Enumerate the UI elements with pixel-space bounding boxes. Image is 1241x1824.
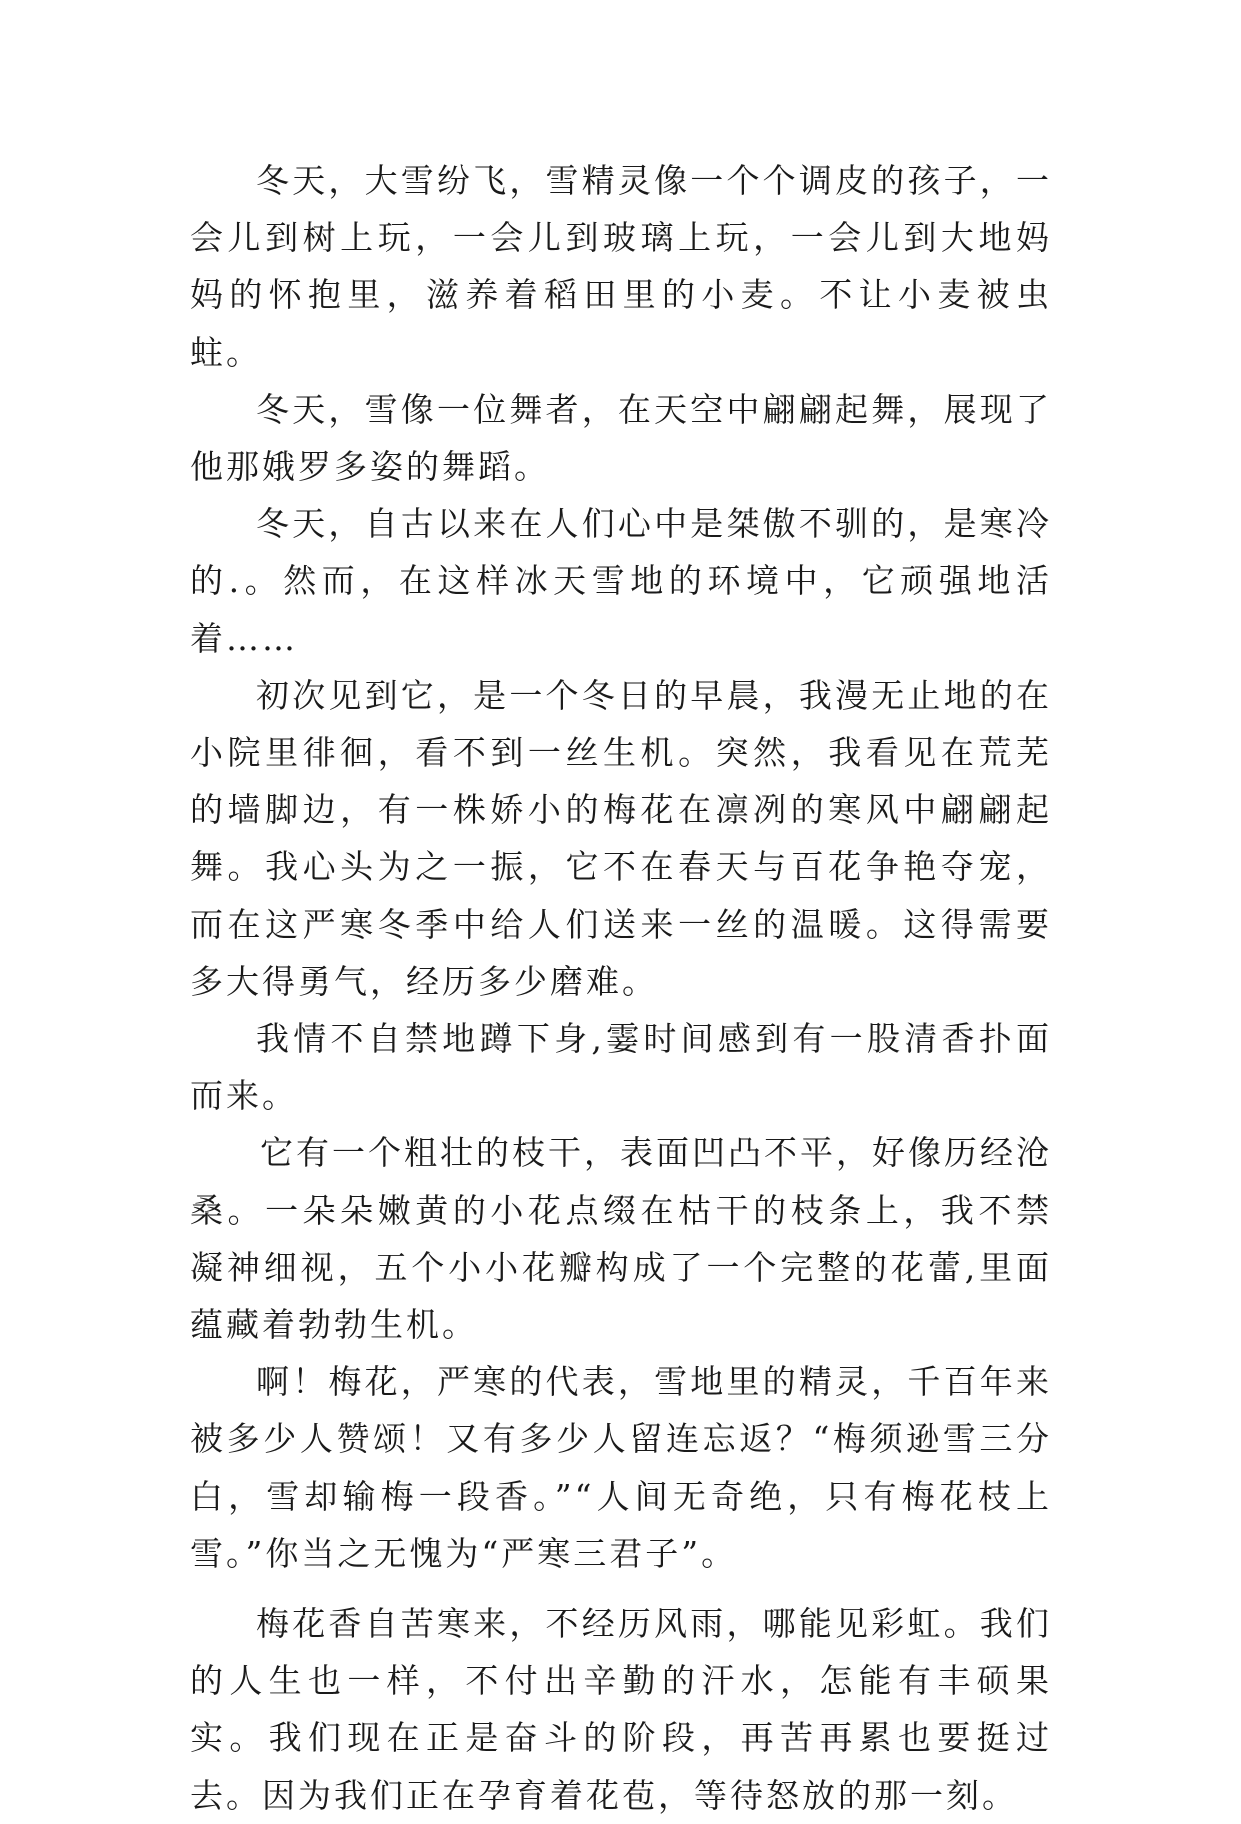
essay-body — [190, 152, 1052, 1824]
paragraph-snow-dancer: 冬天，雪像一位舞者，在天空中翩翩起舞，展现了他那娥罗多姿的舞蹈。 — [190, 389, 1052, 487]
paragraph-fragrance: 我情不自禁地蹲下身,霎时间感到有一股清香扑面而来。 — [190, 1019, 1052, 1116]
paragraph-winter-harsh: 冬天，自古以来在人们心中是桀傲不驯的，是寒冷的.。然而，在这样冰天雪地的环境中，它顽强地活着…… — [190, 504, 1052, 658]
paragraph-conclusion: 梅花香自苦寒来，不经历风雨，哪能见彩虹。我们的人生也一样，不付出辛勤的汗水，怎能有丰硕果实。我们现在正是奋斗的阶段，再苦再累也要挺过去。因为我们正在孕育着花苞，等待怒放的那一刻。 — [190, 1604, 1052, 1815]
paragraph-first-sight: 初次见到它，是一个冬日的早晨，我漫无止地的在小院里徘徊，看不到一丝生机。突然，我看见在荒芜的墙脚边，有一株娇小的梅花在凛冽的寒风中翩翩起舞。我心头为之一振，它不在春天与百花争艳夺宠，而在这严寒冬季中给人们送来一丝的温暖。这得需要多大得勇气，经历多少磨难。 — [190, 675, 1052, 1001]
paragraph-praise: 啊！梅花，严寒的代表，雪地里的精灵，千百年来被多少人赞颂！又有多少人留连忘返？“梅须逊雪三分白，雪却输梅一段香。”“人间无奇绝，只有梅花枝上雪。”你当之无愧为“严寒三君子”。 — [190, 1362, 1052, 1573]
paragraph-snow-spirits: 冬天，大雪纷飞，雪精灵像一个个调皮的孩子，一会儿到树上玩，一会儿到玻璃上玩，一会儿到大地妈妈的怀抱里，滋养着稻田里的小麦。不让小麦被虫蛀。 — [190, 161, 1052, 372]
paragraph-branch: 它有一个粗壮的枝干，表面凹凸不平，好像历经沧桑。一朵朵嫩黄的小花点缀在枯干的枝条上，我不禁凝神细视，五个小小花瓣构成了一个完整的花蕾,里面蕴藏着勃勃生机。 — [190, 1133, 1052, 1345]
